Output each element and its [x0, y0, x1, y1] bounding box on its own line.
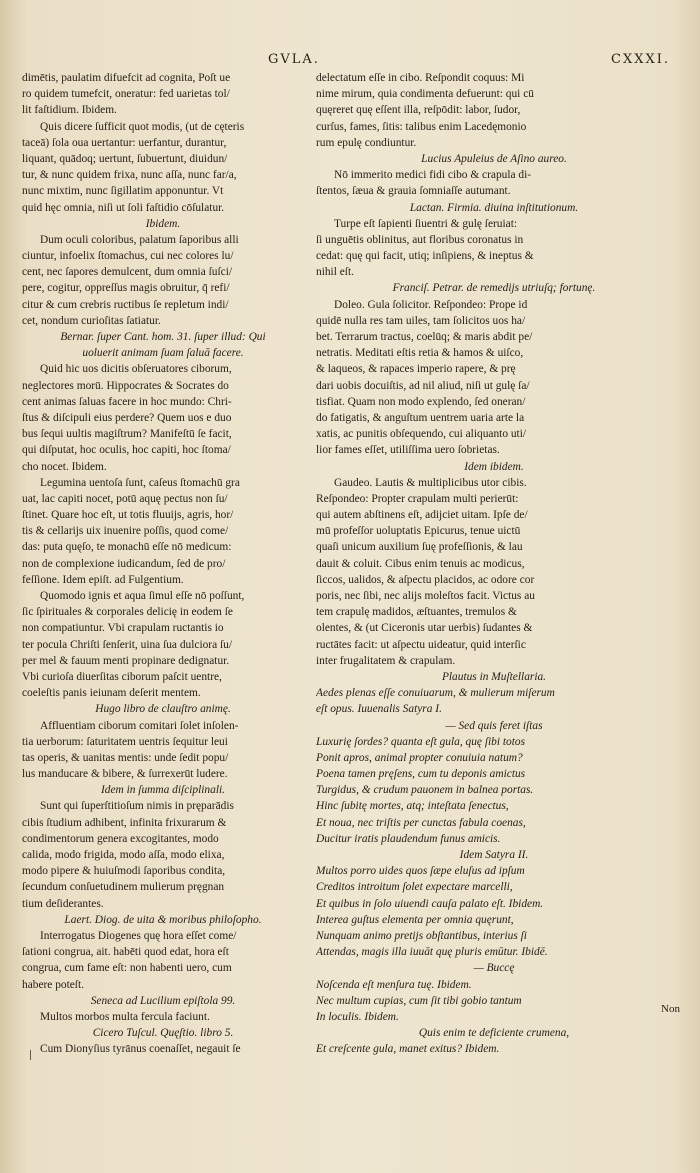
- text-line: Dum oculi coloribus, palatum ſaporibus alli: [40, 233, 239, 246]
- text-line: mū profeſſor uoluptatis Epicurus, tenue uictū: [316, 525, 521, 538]
- text-line: cet, nondum curioſitas ſatiatur.: [22, 314, 161, 327]
- text-line: non compatiuntur. Vbi crapulam ructantis io: [22, 622, 224, 635]
- text-line: ſtinet. Quare hoc eſt, ut totis fluuijs, agris, hor/: [22, 509, 234, 522]
- text-line: lior fames eſſet, utiliſſima uero ſobrietas.: [316, 444, 500, 457]
- text-line: Doleo. Gula ſolicitor. Reſpondeo: Prope id: [334, 298, 528, 311]
- text-line: calida, modo frigida, modo aſſa, modo elixa,: [22, 849, 225, 861]
- text-line: Sunt qui ſuperſtitioſum nimis in pręparādis: [40, 800, 234, 813]
- text-line: Ponit apros, animal propter conuiuia natum?: [316, 751, 523, 764]
- text-column-right: [316, 70, 672, 1057]
- text-line: Attendas, magis illa iuuāt quę pluris emūtur. Ibidē.: [316, 946, 548, 959]
- text-line: — Sed quis feret iſtas: [445, 719, 543, 732]
- text-line: neglectores morū. Hippocrates & Socrates do: [22, 379, 229, 392]
- text-line: das: puta quęſo, te monachū eſſe nō medicum:: [22, 541, 232, 554]
- text-line: liquant, quādoq; uertunt, ſubuertunt, diuidun/: [22, 152, 228, 165]
- text-line: Noſcenda eſt menſura tuę. Ibidem.: [316, 978, 472, 991]
- text-line: tis & cellarijs uix inuenire poſſis, quod come/: [22, 525, 229, 538]
- text-line: do fatigatis, & anguſtum uentrem uaria arte la: [316, 411, 525, 424]
- text-line: dauit & coluit. Cibus enim tenuis ac modicus,: [316, 557, 525, 570]
- text-line: Multos morbos multa fercula faciunt.: [40, 1010, 210, 1023]
- text-line: ciuntur, infoelix ſtomachus, cui nec colores lu/: [22, 250, 234, 263]
- text-line: Reſpondeo: Propter crapulam multi perierūt:: [316, 492, 519, 505]
- text-line: Quomodo ignis et aqua ſimul eſſe nō poſſunt,: [40, 590, 245, 602]
- text-line: Turgidus, & crudum pauonem in balnea portas.: [316, 784, 534, 797]
- text-line: olentes, & (ut Ciceronis utar uerbis) ſudantes &: [316, 622, 533, 635]
- text-line: qui diſputat, hoc oculis, hoc capiti, hoc ſtoma/: [22, 444, 231, 457]
- text-line: nime mirum, quia condimenta defuerunt: qui cū: [316, 88, 534, 101]
- text-line: Ibidem.: [145, 217, 181, 230]
- text-line: Luxurię ſordes? quanta eſt gula, quę ſibi totos: [316, 735, 526, 748]
- text-line: Lucius Apuleius de Aſino aureo.: [421, 152, 567, 165]
- text-line: Hugo libro de clauſtro animę.: [95, 703, 231, 716]
- text-line: Cicero Tuſcul. Quęſtio. libro 5.: [92, 1027, 234, 1040]
- text-line: Nō immerito medici fidi cibo & crapula di-: [334, 169, 532, 182]
- text-line: Interea guſtus elementa per omnia quęrunt,: [316, 913, 514, 926]
- text-line: Idem ibidem.: [464, 460, 524, 473]
- text-line: Idem in ſumma diſciplinali.: [100, 784, 226, 797]
- text-line: lit faſtidium. Ibidem.: [22, 104, 117, 117]
- text-line: rum epulę condiuntur.: [316, 136, 417, 149]
- text-line: dimētis, paulatim difuefcit ad cognita, Poſt ue: [22, 72, 231, 84]
- text-line: Bernar. ſuper Cant. hom. 31. ſuper illud: Qui: [60, 331, 266, 343]
- catchword: Non: [661, 1003, 680, 1015]
- text-line: citur & cum crebris ructibus ſe repletum indi/: [22, 298, 229, 311]
- text-line: modo pipere & huiuſmodi ſaporibus condita,: [22, 865, 226, 878]
- text-line: Plautus in Muſtellaria.: [441, 670, 547, 683]
- text-line: tium deſiderantes.: [22, 897, 104, 910]
- folio-number: CXXXI.: [611, 52, 670, 67]
- text-line: Interrogatus Diogenes quę hora eſſet come/: [40, 929, 237, 942]
- text-line: quidē nulla res tam uiles, tam ſolicitos uos ha/: [316, 314, 526, 327]
- text-line: Multos porro uides quos ſæpe eluſus ad ipſum: [316, 865, 525, 878]
- text-line: poris, nec ſibi, nec alijs moleſtos facit. Victus au: [316, 590, 535, 602]
- text-line: cedat: quę qui facit, utiq; inſipiens, & ineptus &: [316, 250, 534, 263]
- text-line: eſt opus. Iuuenalis Satyra I.: [316, 703, 442, 716]
- text-line: congrua, cum fame eſt: non habenti uero, cum: [22, 962, 232, 975]
- text-line: quaſi unicum auxilium ſuę profeſſionis, & lau: [316, 541, 523, 554]
- text-line: ſic ſpirituales & corporales delicię in eodem ſe: [22, 606, 233, 619]
- text-line: tia uerborum: ſaturitatem uentris ſequitur leui: [22, 735, 228, 748]
- text-line: cent animas ſaluas facere in hoc mundo: Chri-: [22, 395, 232, 408]
- text-line: nihil eſt.: [316, 266, 354, 279]
- text-line: ro quidem tumefcit, oneratur: fed uarietas tol/: [22, 88, 230, 101]
- text-line: Idem Satyra II.: [459, 849, 529, 861]
- text-line: ter pocula Chriſti ſenſerit, uina ſua dulciora ſu/: [22, 638, 233, 651]
- text-line: Poena tamen pręſens, cum tu deponis amictus: [316, 768, 526, 781]
- text-line: — Buccę: [473, 962, 515, 975]
- text-line: quid hęc omnia, niſi ut ſoli faſtidio cōſulatur.: [22, 201, 225, 214]
- margin-mark: [30, 1050, 31, 1060]
- text-line: cho nocet. Ibidem.: [22, 460, 107, 473]
- text-line: Ducitur iratis plaudendum funus amicis.: [316, 832, 501, 845]
- text-line: tem crapulę madidos, æſtuantes, tremulos &: [316, 606, 517, 619]
- text-line: ſecundum conſuetudinem mulierum pręgnan: [22, 881, 225, 894]
- text-line: ſtus & diſcipuli eius perdere? Quem uos e duo: [22, 411, 232, 424]
- text-line: inter frugalitatem & crapulam.: [316, 654, 456, 667]
- text-line: Legumina uentoſa ſunt, caſeus ſtomachū gra: [40, 476, 240, 489]
- text-line: pere, cogitur, oppreſſus magis obruitur, q̄ refi/: [22, 282, 230, 295]
- text-line: Turpe eſt ſapienti ſiuentri & gulę ſeruiat:: [334, 217, 518, 230]
- text-line: xatis, ac punitis obſequendo, cui aliquanto uti/: [316, 428, 527, 441]
- text-column-left: [22, 70, 304, 1057]
- text-line: Laert. Diog. de uita & moribus philoſopho.: [64, 913, 262, 926]
- text-line: per mel & fauum menti propinare dedignatur.: [22, 654, 230, 667]
- text-line: Seneca ad Lucilium epiſtola 99.: [90, 994, 236, 1007]
- text-line: Gaudeo. Lautis & multiplicibus utor cibis.: [334, 476, 527, 489]
- text-line: taceā) ſola oua uertantur: uerfantur, durantur,: [22, 136, 227, 149]
- text-line: ſtentos, ſæua & grauia ſomniaſſe autumant.: [316, 185, 511, 198]
- text-line: ſationi congrua, ait. habēti quod edat, hora eſt: [22, 946, 229, 959]
- text-line: coeleſtis panis ieiunam deſerit mentem.: [22, 687, 201, 700]
- text-line: ſi unguētis oblinitus, aut floribus coronatus in: [316, 233, 524, 246]
- text-line: cibis ſtudium adhibent, infinita frixurarum &: [22, 816, 227, 829]
- text-line: Franciſ. Petrar. de remedijs utriuſq; fortunę.: [392, 282, 596, 295]
- text-line: feſſione. Idem epiſt. ad Fulgentium.: [22, 573, 184, 586]
- text-line: Et quibus in ſolo uiuendi cauſa palato eſt. Ibidem.: [316, 897, 544, 910]
- text-line: Affluentiam ciborum comitari ſolet inſolen-: [40, 719, 239, 732]
- text-line: dari uobis docuiſtis, ad nil aliud, niſi ut gulę ſa/: [316, 379, 530, 392]
- text-line: lus manducare & bibere, & ſurrexerūt ludere.: [22, 768, 228, 781]
- text-line: Quis enim te deficiente crumena,: [418, 1027, 570, 1040]
- text-line: condimentorum genera excogitantes, modo: [22, 832, 219, 845]
- text-line: ſiccos, ualidos, & aſpectu placidos, ac odore cor: [316, 573, 535, 586]
- text-line: netratis. Meditati eſtis retia & hamos & uiſco,: [316, 347, 524, 360]
- text-line: & laqueos, & rapaces imperio rapere, & prę: [316, 363, 516, 376]
- text-line: habere poteſt.: [22, 978, 84, 991]
- text-line: Et noua, nec triſtis per cunctas fabula coenas,: [316, 816, 526, 829]
- text-line: quęreret quę eſſent illa, reſpōdit: labor, ſudor,: [316, 104, 521, 117]
- running-head-title: GVLA.: [268, 52, 320, 67]
- text-line: Aedes plenas eſſe conuiuarum, & mulierum miſerum: [316, 687, 555, 700]
- text-line: nunc mixtim, nunc ſigillatim apponuntur. Vt: [22, 185, 224, 198]
- text-line: Nunquam animo pretijs obſtantibus, interius ſi: [316, 929, 527, 942]
- text-line: Cum Dionyſius tyrānus coenaſſet, negauit ſe: [40, 1043, 241, 1056]
- text-line: curſus, fames, ſitis: talibus enim Lacedęmonio: [316, 120, 527, 133]
- text-line: Quid hic uos dicitis obſeruatores ciborum,: [40, 363, 232, 376]
- text-line: non de complexione iudicandum, ſed de pro/: [22, 557, 226, 570]
- text-line: In loculis. Ibidem.: [316, 1010, 399, 1023]
- text-line: bus ſequi uultis magiſtrum? Manifeſtū ſe facit,: [22, 428, 232, 441]
- text-line: uoluerit animam ſuam ſaluā facere.: [82, 347, 244, 360]
- text-line: tisfiat. Quam non modo explendo, ſed oneran/: [316, 395, 526, 408]
- text-line: Quis dicere ſufficit quot modis, (ut de cęteris: [40, 120, 245, 133]
- text-line: Lactan. Firmia. diuina inſtitutionum.: [409, 201, 579, 214]
- text-line: Creditos introitum ſolet expectare marcelli,: [316, 881, 513, 894]
- text-line: ructātes facit: ut aſpectu uideatur, quid interſic: [316, 638, 526, 651]
- text-line: Vbi curioſa diuerſitas ciborum paſcit uentre,: [22, 670, 222, 683]
- text-line: Hinc ſubitę mortes, atq; inteſtata ſenectus,: [316, 800, 509, 813]
- text-line: Nec multum cupias, cum ſit tibi gobio tantum: [316, 994, 522, 1007]
- text-line: cent, nec ſapores demulcent, dum omnia ſuſci/: [22, 266, 233, 279]
- text-line: qui autem abſtinens eſt, adijciet uitam. Ipſe de/: [316, 509, 528, 522]
- text-line: tur, & nunc quidem frixa, nunc aſſa, nunc far/a,: [22, 169, 237, 182]
- text-line: Et creſcente gula, manet exitus? Ibidem.: [316, 1043, 500, 1056]
- text-line: tas operis, & uanitas mentis: unde ſedit popu/: [22, 751, 229, 764]
- text-line: delectatum eſſe in cibo. Reſpondit coquus: Mi: [316, 72, 525, 84]
- text-line: uat, lac capiti nocet, potū aquę pectus non ſu/: [22, 492, 228, 505]
- text-line: bet. Terrarum tractus, coelūq; & maris abdit pe/: [316, 331, 533, 343]
